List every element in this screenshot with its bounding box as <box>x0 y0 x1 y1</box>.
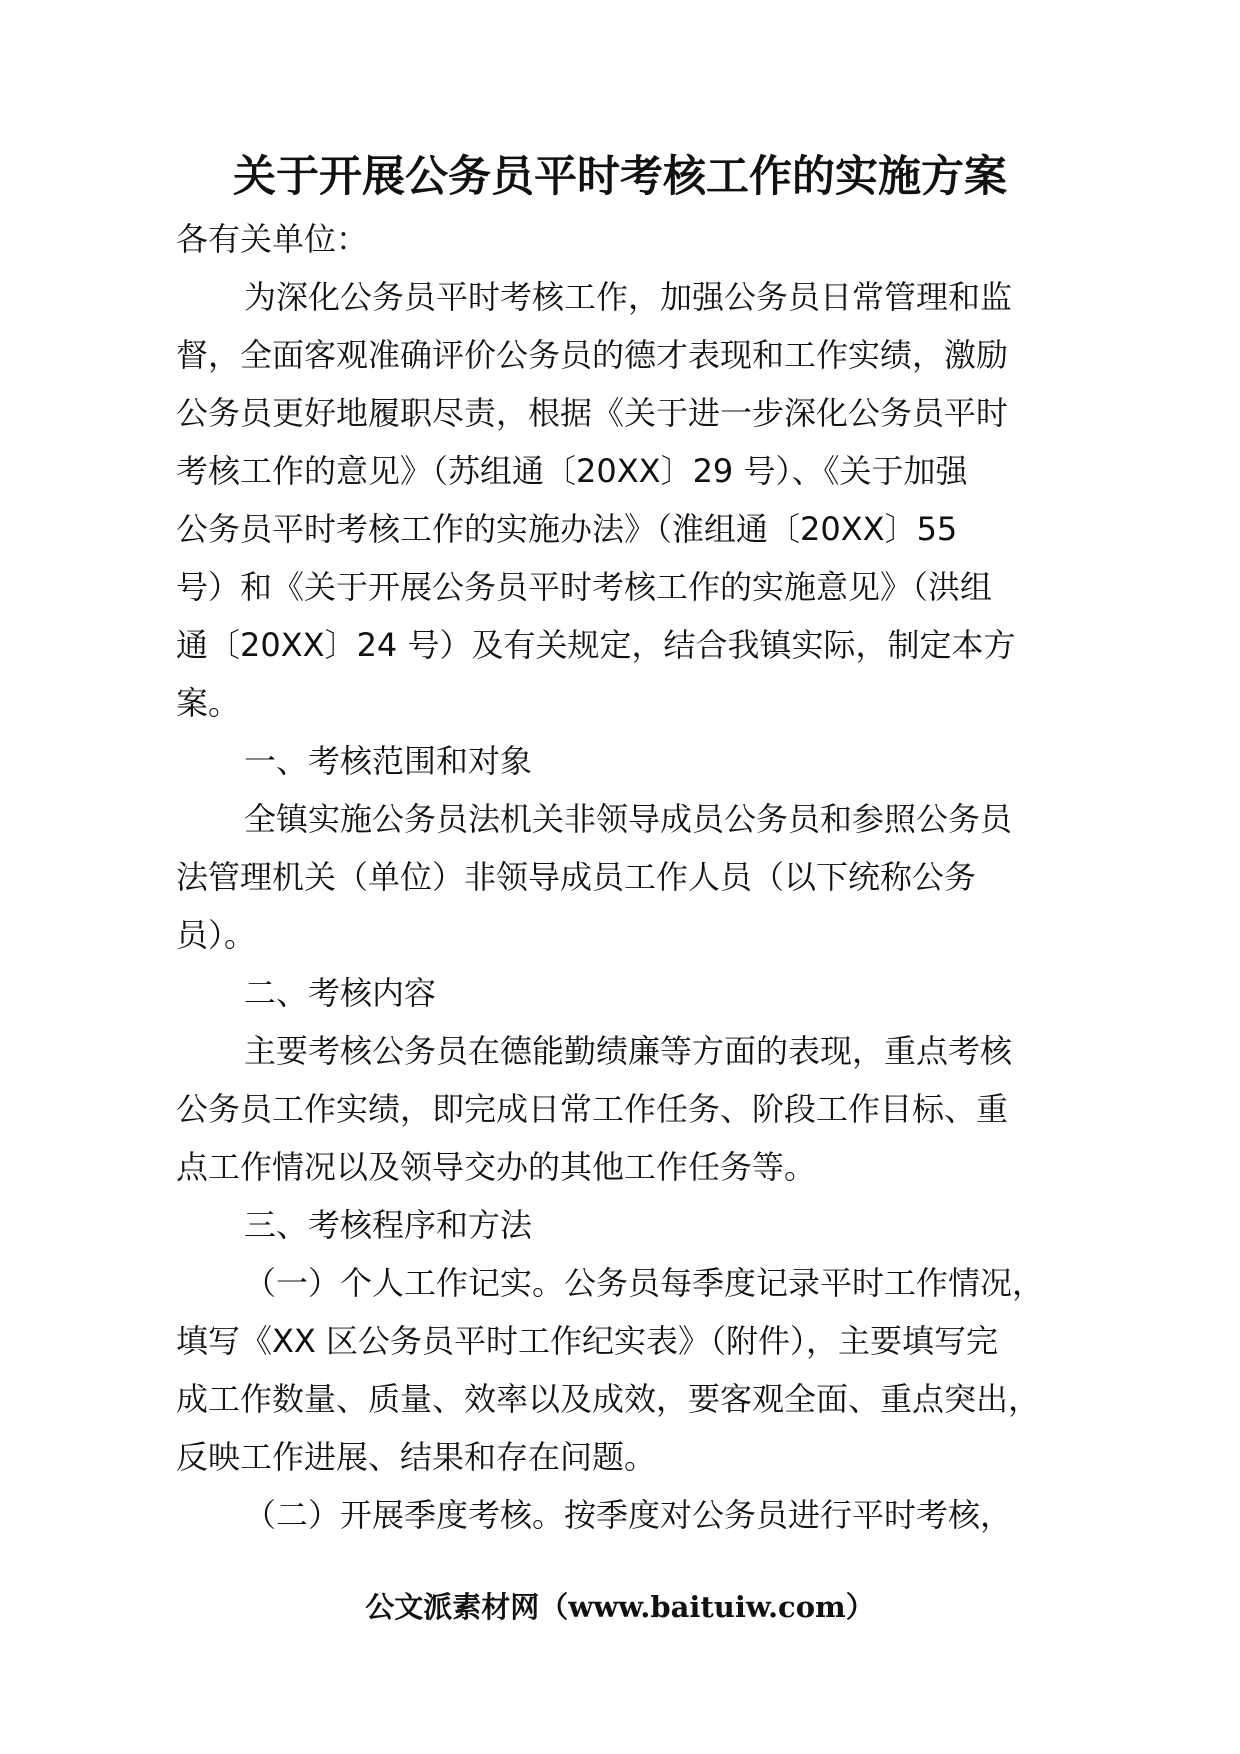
section-heading: 三、考核程序和方法 <box>244 1206 533 1244</box>
paragraph-line: 公务员工作实绩，即完成日常工作任务、阶段工作目标、重 <box>176 1090 1009 1128</box>
paragraph-line: 为深化公务员平时考核工作，加强公务员日常管理和监 <box>244 278 1013 316</box>
paragraph-line: 主要考核公务员在德能勤绩廉等方面的表现，重点考核 <box>244 1032 1013 1070</box>
paragraph-line: 成工作数量、质量、效率以及成效，要客观全面、重点突出， <box>176 1380 1041 1418</box>
paragraph-line: 督，全面客观准确评价公务员的德才表现和工作实绩，激励 <box>176 336 1009 374</box>
paragraph-line: （一）个人工作记实。公务员每季度记录平时工作情况， <box>244 1264 1045 1302</box>
paragraph-line: 案。 <box>176 684 241 722</box>
paragraph-line: 法管理机关（单位）非领导成员工作人员（以下统称公务 <box>176 858 977 896</box>
paragraph-line: 公务员平时考核工作的实施办法》（淮组通〔20XX〕55 <box>176 510 958 548</box>
paragraph-line: 反映工作进展、结果和存在问题。 <box>176 1438 657 1476</box>
paragraph-line: 全镇实施公务员法机关非领导成员公务员和参照公务员 <box>244 800 1013 838</box>
paragraph-line: 点工作情况以及领导交办的其他工作任务等。 <box>176 1148 817 1186</box>
document-title: 关于开展公务员平时考核工作的实施方案 <box>233 152 1007 202</box>
paragraph-line: （二）开展季度考核。按季度对公务员进行平时考核， <box>244 1496 1013 1534</box>
salutation-line: 各有关单位： <box>176 220 369 258</box>
paragraph-line: 考核工作的意见》（苏组通〔20XX〕29 号）、《关于加强 <box>176 452 968 490</box>
document-body <box>176 210 1076 1544</box>
section-heading: 一、考核范围和对象 <box>244 742 533 780</box>
paragraph-line: 填写《XX 区公务员平时工作纪实表》（附件），主要填写完 <box>176 1322 999 1360</box>
footer-watermark-text: 公文派素材网（www.baituiw.com） <box>365 1590 875 1624</box>
paragraph-line: 号）和《关于开展公务员平时考核工作的实施意见》（洪组 <box>176 568 993 606</box>
paragraph-line: 员）。 <box>176 916 257 954</box>
paragraph-line: 通〔20XX〕24 号）及有关规定，结合我镇实际，制定本方 <box>176 626 1016 664</box>
paragraph-line: 公务员更好地履职尽责，根据《关于进一步深化公务员平时 <box>176 394 1009 432</box>
section-heading: 二、考核内容 <box>244 974 437 1012</box>
